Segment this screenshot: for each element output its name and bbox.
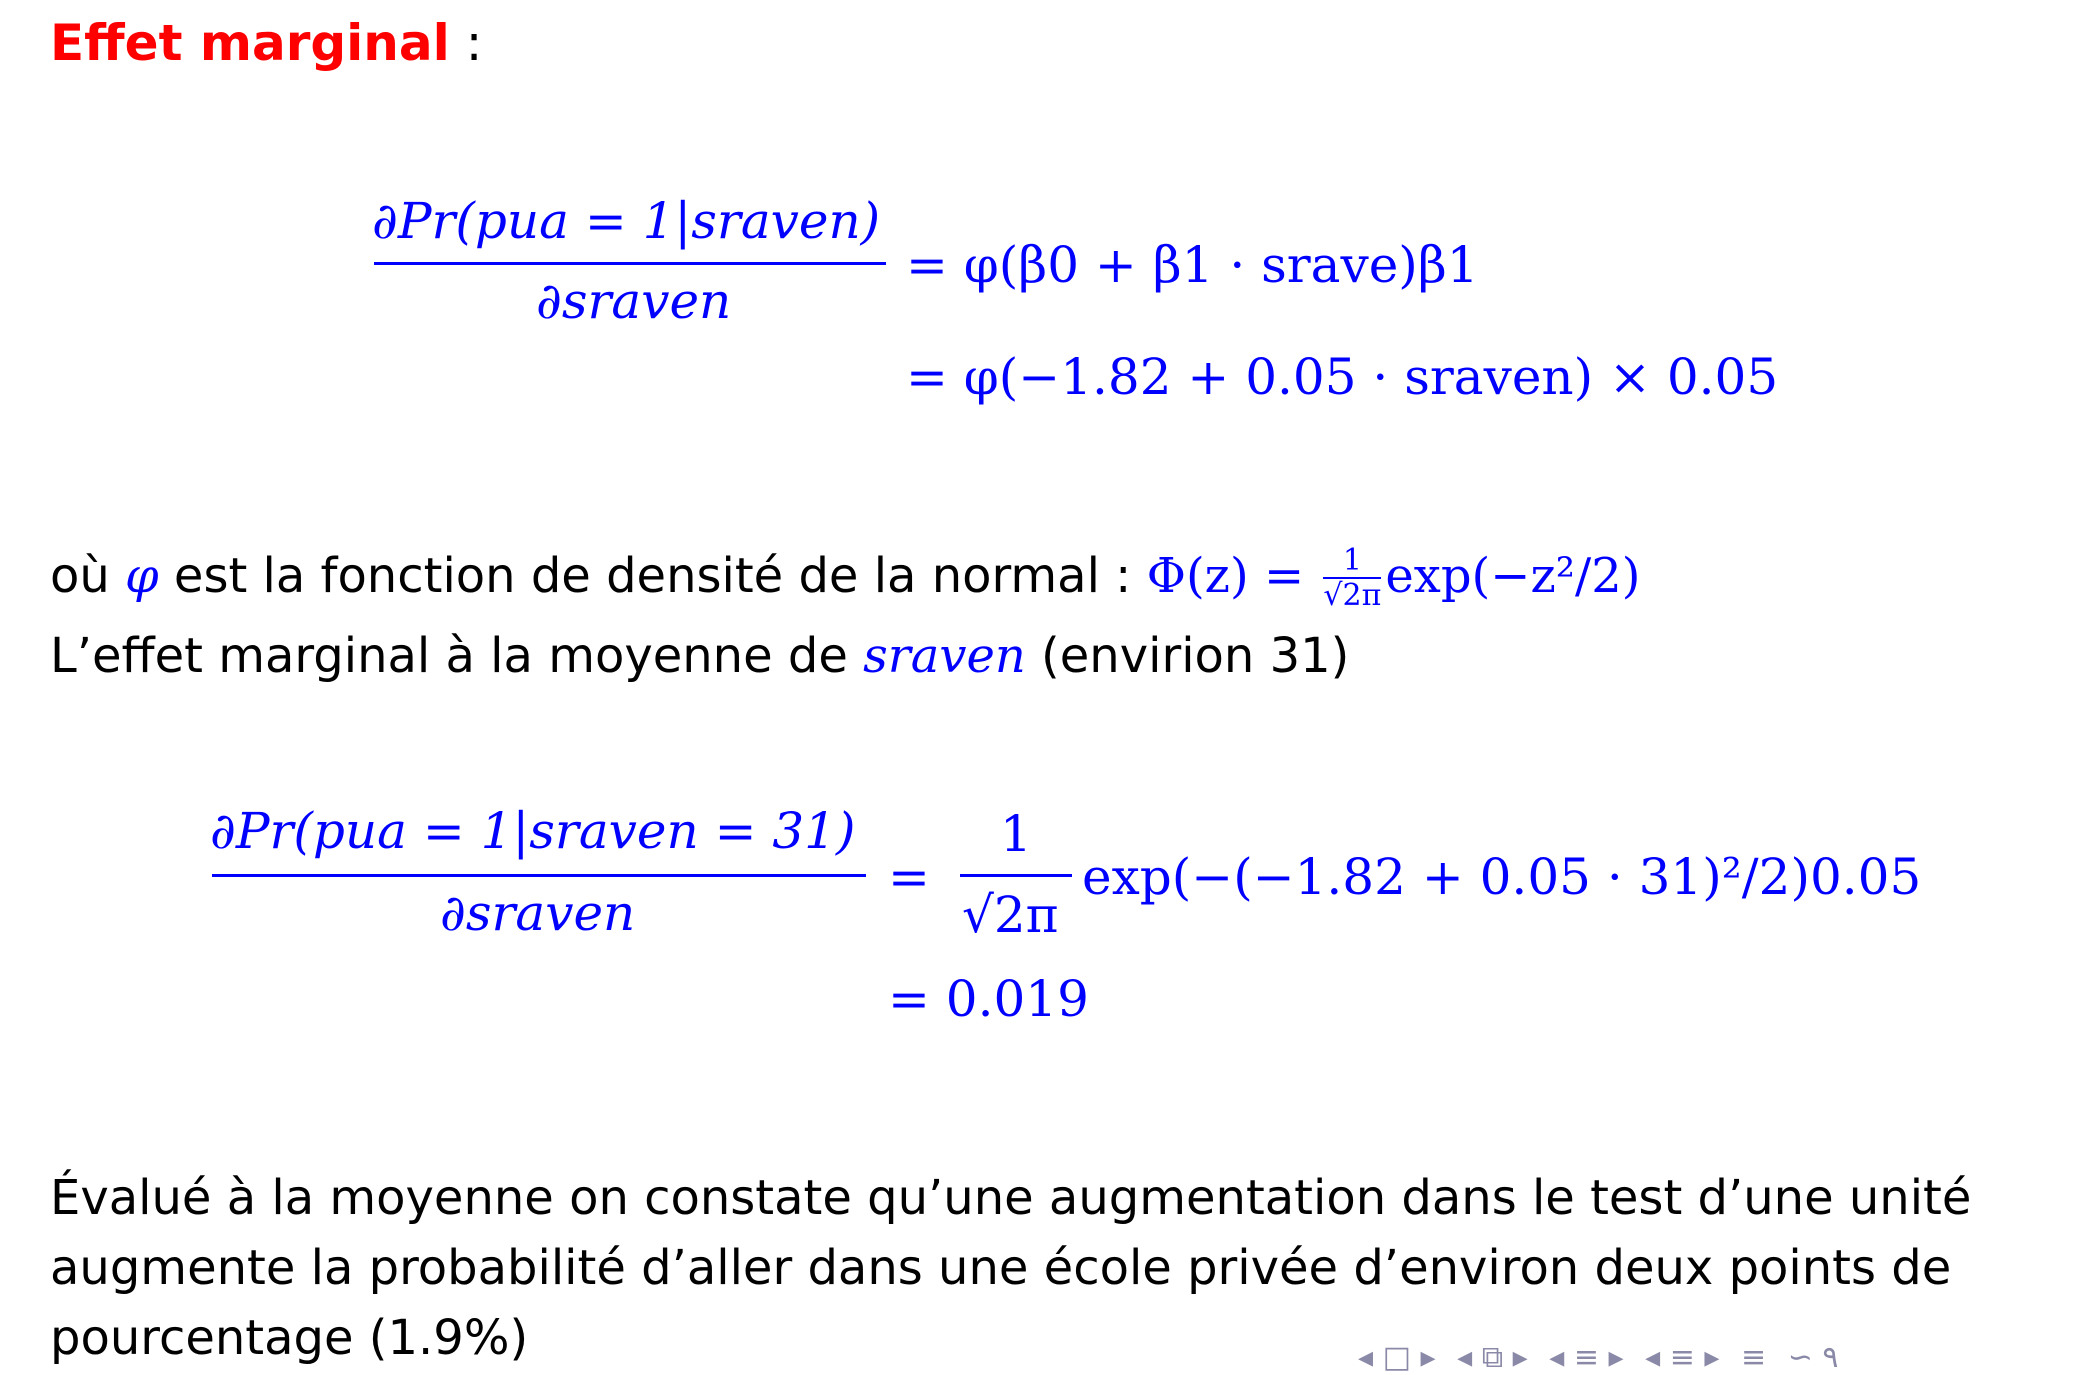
eq2-rhs: exp(−(−1.82 + 0.05 · 31)²/2)0.05 xyxy=(1082,848,1922,906)
eq2-line2: = 0.019 xyxy=(888,970,1089,1028)
conclusion-line-1: Évalué à la moyenne on constate qu’une augmentation dans le test d’une unité xyxy=(50,1170,1972,1226)
title-colon: : xyxy=(449,14,483,72)
text-line2-b: (envirion 31) xyxy=(1025,628,1350,684)
nav-frame-icon[interactable]: ◂ □ ▸ xyxy=(1358,1340,1436,1375)
text-line1-a: où xyxy=(50,548,126,604)
phi-def-fraction xyxy=(1323,545,1381,613)
text-line2-a: L’effet marginal à la moyenne de xyxy=(50,628,864,684)
eq1-line2: = φ(−1.82 + 0.05 · sraven) × 0.05 xyxy=(906,348,1779,406)
eq1-numerator: ∂Pr(pua = 1|sraven) xyxy=(372,192,881,250)
slide-title xyxy=(50,14,483,72)
conclusion-line-3: pourcentage (1.9%) xyxy=(50,1310,529,1366)
text-line-2 xyxy=(50,628,1349,684)
eq2-fraction-bar xyxy=(212,874,866,877)
eq2-numerator: ∂Pr(pua = 1|sraven = 31) xyxy=(210,802,856,860)
phi-def-frac-den: √2π xyxy=(1323,578,1382,613)
eq1-denominator: ∂sraven xyxy=(536,272,732,330)
text-line2-var: sraven xyxy=(863,628,1026,684)
conclusion-line-2: augmente la probabilité d’aller dans une école privée d’environ deux points de xyxy=(50,1240,1952,1296)
phi-def-frac-num: 1 xyxy=(1323,545,1381,579)
nav-search-icon[interactable]: ∽ ۹ xyxy=(1787,1340,1839,1375)
eq1-line1-text: = φ(β0 + β1 · srave)β1 xyxy=(906,236,1479,294)
nav-align-icon[interactable]: ≡ xyxy=(1741,1340,1767,1375)
text-line-1 xyxy=(50,545,1640,613)
title-emphasis: Effet marginal xyxy=(50,14,450,72)
phi-symbol: φ xyxy=(125,548,159,604)
eq2-equals: = xyxy=(888,848,930,906)
text-line1-b: est la fonction de densité de la normal : xyxy=(158,548,1147,604)
eq2-frac-den: √2π xyxy=(962,886,1059,944)
eq2-frac-num: 1 xyxy=(1000,805,1032,863)
nav-subsection-icon[interactable]: ◂ ⧉ ▸ xyxy=(1457,1340,1528,1375)
eq1-line1 xyxy=(906,236,1479,294)
nav-subsection-list-icon[interactable]: ◂ ≡ ▸ xyxy=(1645,1340,1720,1375)
phi-def-right: exp(−z²/2) xyxy=(1385,548,1641,604)
eq2-denominator: ∂sraven xyxy=(440,884,636,942)
beamer-navigation[interactable] xyxy=(1358,1340,1851,1375)
eq2-small-fraction-bar xyxy=(960,874,1072,877)
nav-section-icon[interactable]: ◂ ≡ ▸ xyxy=(1549,1340,1624,1375)
phi-def-left: Φ(z) = xyxy=(1146,548,1320,604)
eq1-fraction-bar xyxy=(374,262,886,265)
